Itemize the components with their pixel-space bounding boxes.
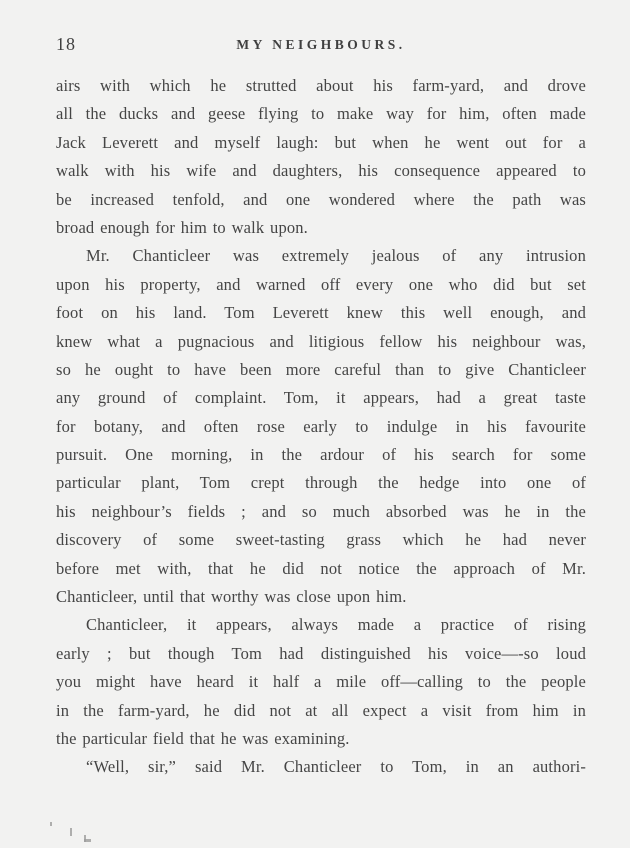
text-line: before met with, that he did not notice the approach of Mr. — [56, 558, 586, 578]
text-line: broad enough for him to walk upon. — [56, 217, 308, 237]
text-line: particular plant, Tom crept through the hedge into one of — [56, 473, 586, 493]
paragraph — [56, 753, 586, 781]
text-line: for botany, and often rose early to indulge in his favourite — [56, 416, 586, 436]
text-line: the particular field that he was examining. — [56, 728, 350, 748]
text-line: discovery of some sweet-tasting grass which he had never — [56, 530, 586, 550]
scan-artifact-speck — [70, 828, 72, 836]
paragraph — [56, 72, 586, 242]
text-line: walk with his wife and daughters, his consequence appeared to — [56, 161, 586, 181]
text-line: Chanticleer, until that worthy was close upon him. — [56, 587, 407, 607]
text-line: upon his property, and warned off every one who did but set — [56, 274, 586, 294]
text-line: knew what a pugnacious and litigious fellow his neighbour was, — [56, 331, 586, 351]
text-line: airs with which he strutted about his farm-yard, and drove — [56, 76, 586, 95]
text-line: you might have heard it half a mile off—calling to the people — [56, 672, 586, 692]
text-line: so he ought to have been more careful than to give Chanticleer — [56, 359, 586, 379]
paragraph — [56, 611, 586, 753]
text-line: his neighbour’s fields ; and so much absorbed was he in the — [56, 501, 586, 521]
text-line: in the farm-yard, he did not at all expect a visit from him in — [56, 700, 586, 720]
text-line: early ; but though Tom had distinguished his voice—-so loud — [56, 643, 586, 663]
running-title: MY NEIGHBOURS. — [236, 37, 406, 52]
text-line: any ground of complaint. Tom, it appears, had a great taste — [56, 388, 586, 408]
text-line: all the ducks and geese flying to make way for him, often made — [56, 104, 586, 124]
scan-artifact-speck — [50, 822, 52, 826]
text-line: foot on his land. Tom Leverett knew this well enough, and — [56, 303, 586, 323]
scan-artifact-speck — [84, 835, 86, 842]
text-line: “Well, sir,” said Mr. Chanticleer to Tom, in an authori- — [86, 757, 586, 777]
text-line: be increased tenfold, and one wondered where the path was — [56, 189, 586, 209]
page-header — [56, 34, 586, 58]
text-line: Mr. Chanticleer was extremely jealous of any intrusion — [86, 246, 586, 266]
text-line: Chanticleer, it appears, always made a practice of rising — [86, 615, 586, 635]
text-line: Jack Leverett and myself laugh: but when he went out for a — [56, 132, 586, 152]
text-line: pursuit. One morning, in the ardour of his search for some — [56, 445, 586, 465]
page-number: 18 — [56, 34, 76, 54]
body-text — [56, 72, 586, 782]
paragraph — [56, 242, 586, 611]
